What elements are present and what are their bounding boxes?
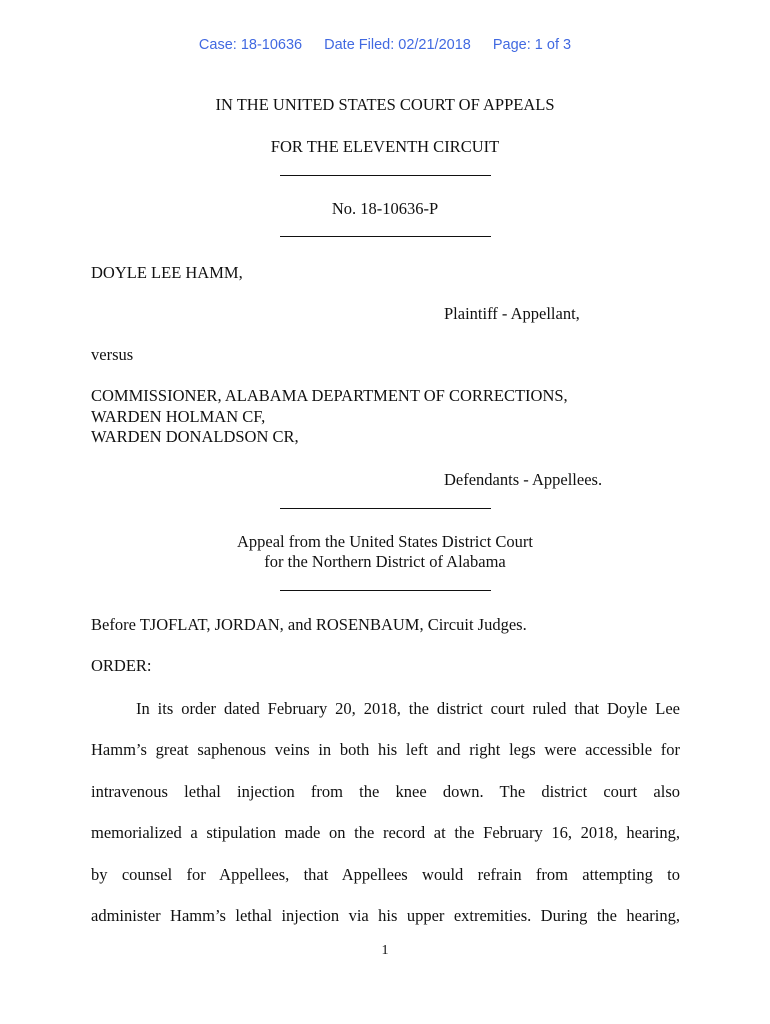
appeal-from-line1: Appeal from the United States District Court <box>236 532 534 551</box>
date-filed-stamp: Date Filed: 02/21/2018 <box>324 37 471 53</box>
appeal-from-line2: for the Northern District of Alabama <box>264 552 506 571</box>
divider-rule <box>280 175 491 176</box>
defendant-line: COMMISSIONER, ALABAMA DEPARTMENT OF CORRECTIONS, <box>91 386 568 405</box>
filing-header <box>0 37 770 53</box>
versus-label: versus <box>91 345 134 364</box>
plaintiff-name: DOYLE LEE HAMM, <box>91 263 243 282</box>
case-number-stamp: Case: 18-10636 <box>198 37 303 53</box>
court-name-line1: IN THE UNITED STATES COURT OF APPEALS <box>215 95 555 114</box>
panel-judges: Before TJOFLAT, JORDAN, and ROSENBAUM, Circuit Judges. <box>91 615 527 634</box>
body-line: by counsel for Appellees, that Appellees would refrain from attempting to <box>91 865 680 884</box>
docket-number: No. 18-10636-P <box>331 199 439 218</box>
body-line: memorialized a stipulation made on the record at the February 16, 2018, hearing, <box>91 823 680 842</box>
order-heading: ORDER: <box>91 656 152 675</box>
defendant-role: Defendants - Appellees. <box>444 470 603 489</box>
body-line: Hamm’s great saphenous veins in both his left and right legs were accessible for <box>91 740 680 759</box>
page-count-stamp: Page: 1 of 3 <box>492 37 572 53</box>
divider-rule <box>280 590 491 591</box>
defendant-line: WARDEN HOLMAN CF, <box>91 407 266 426</box>
body-line: intravenous lethal injection from the knee down. The district court also <box>91 782 680 801</box>
body-line: In its order dated February 20, 2018, the district court ruled that Doyle Lee <box>136 699 680 718</box>
divider-rule <box>280 236 491 237</box>
court-name-line2: FOR THE ELEVENTH CIRCUIT <box>270 137 500 156</box>
body-line: administer Hamm’s lethal injection via his upper extremities. During the hearing, <box>91 906 680 925</box>
page-number: 1 <box>381 943 389 958</box>
divider-rule <box>280 508 491 509</box>
defendant-line: WARDEN DONALDSON CR, <box>91 427 299 446</box>
plaintiff-role: Plaintiff - Appellant, <box>444 304 580 323</box>
